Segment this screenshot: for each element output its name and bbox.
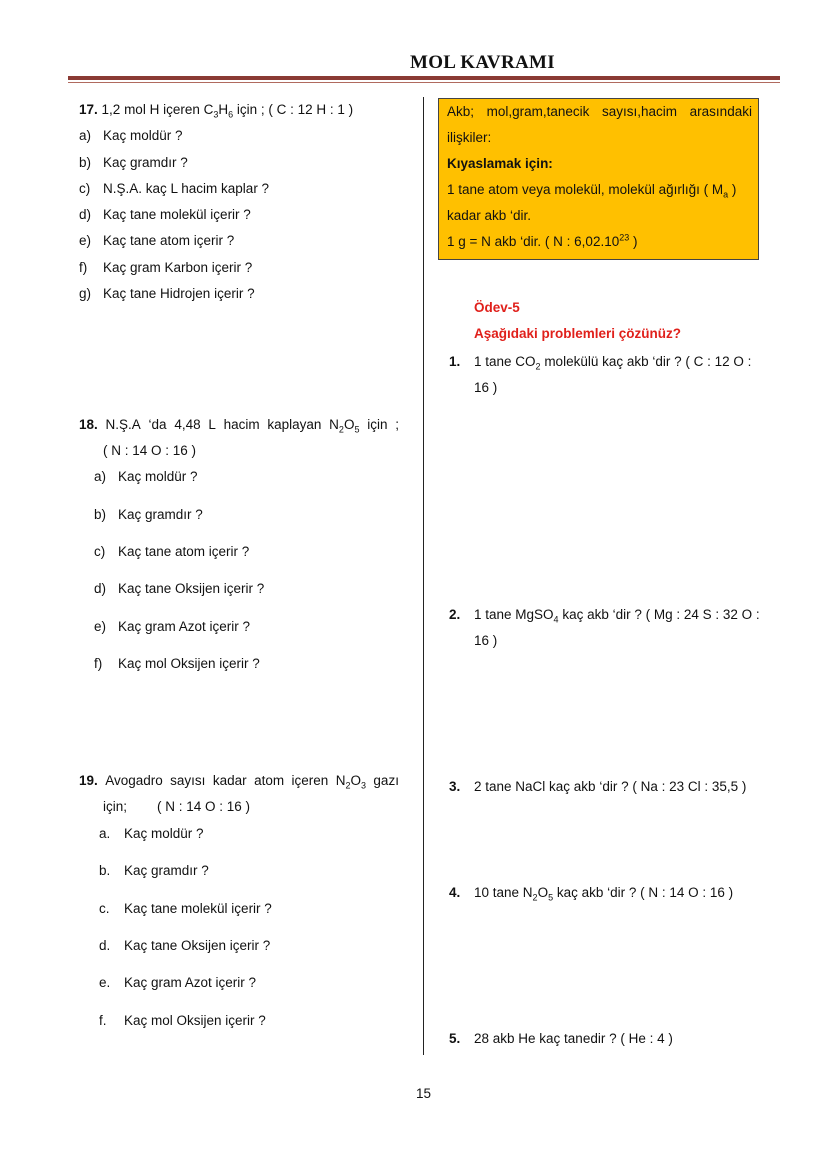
- question-19-item-b: [99, 862, 209, 880]
- info-line-3: Kıyaslamak için:: [447, 156, 553, 171]
- item-text: Kaç moldür ?: [118, 469, 198, 484]
- item-label: d): [79, 207, 92, 222]
- item-text: Kaç tane atom içerir ?: [118, 544, 250, 559]
- question-19-item-f: [99, 1012, 266, 1030]
- question-word: içeren: [291, 773, 329, 788]
- item-text: Kaç mol Oksijen içerir ?: [118, 656, 260, 671]
- item-text: Kaç tane Oksijen içerir ?: [118, 581, 265, 596]
- item-label: f): [79, 260, 88, 275]
- problem-text: 2 tane NaCl kaç akb ‘dir ? ( Na : 23 Cl : 35,5 ): [474, 779, 747, 794]
- item-label: a): [79, 128, 92, 143]
- question-19-item-d: [99, 937, 270, 955]
- question-18-constants: ( N : 14 O : 16 ): [103, 443, 197, 458]
- question-word: sayısı: [170, 773, 206, 788]
- item-text: Kaç tane Oksijen içerir ?: [124, 938, 271, 953]
- item-text: Kaç tane molekül içerir ?: [103, 207, 251, 222]
- info-line-5: kadar akb ‘dir.: [447, 208, 532, 223]
- question-17-item-d: [79, 206, 251, 224]
- question-17-item-a: [79, 127, 183, 145]
- question-number: 19.: [79, 773, 98, 788]
- subscript: 3: [213, 109, 219, 120]
- question-word: ‘da: [148, 417, 167, 432]
- item-label: b): [94, 507, 107, 522]
- info-box: [438, 98, 759, 260]
- question-word: hacim: [223, 417, 260, 432]
- item-text: Kaç mol Oksijen içerir ?: [124, 1013, 266, 1028]
- question-word: 4,48: [174, 417, 201, 432]
- question-word: L: [208, 417, 216, 432]
- info-line-4: 1 tane atom veya molekül, molekül ağırlığı ( $M_a$ ): [447, 182, 737, 200]
- item-text: Kaç gramdır ?: [103, 155, 188, 170]
- question-text: H: [218, 102, 229, 117]
- item-text: Kaç moldür ?: [124, 826, 204, 841]
- item-label: b.: [99, 863, 111, 878]
- item-text: N.Ş.A. kaç L hacim kaplar ?: [103, 181, 270, 196]
- header-rule-thick: [68, 76, 780, 80]
- problem-number: 5.: [449, 1031, 461, 1046]
- problem-text: 28 akb He kaç tanedir ? ( He : 4 ): [474, 1031, 673, 1046]
- item-label: b): [79, 155, 92, 170]
- item-text: Kaç gram Azot içerir ?: [124, 975, 257, 990]
- question-text: 1,2 mol H içeren C: [101, 102, 214, 117]
- item-label: a): [94, 469, 107, 484]
- page-number: 15: [416, 1086, 432, 1101]
- page-title: MOL KAVRAMI: [410, 52, 555, 73]
- problem-text: 1 tane $CO_2$ molekülü kaç akb ‘dir ? ( C : 12 O :: [474, 354, 752, 372]
- question-18-item-b: [94, 506, 203, 524]
- item-text: Kaç tane atom içerir ?: [103, 233, 235, 248]
- question-17-item-f: [79, 259, 252, 277]
- question-19-item-e: [99, 974, 256, 992]
- item-label: c): [79, 181, 91, 196]
- question-text: için;: [103, 799, 128, 814]
- item-label: a.: [99, 826, 111, 841]
- item-text: Kaç gram Karbon içerir ?: [103, 260, 253, 275]
- question-constants: ( N : 14 O : 16 ): [157, 799, 251, 814]
- homework-subtitle: Aşağıdaki problemleri çözünüz?: [474, 326, 682, 341]
- question-19-item-a: [99, 825, 204, 843]
- question-word: için: [367, 417, 388, 432]
- info-line-6: 1 g = N akb ‘dir. ( N : 6,02.10$^{23}$ ): [447, 232, 638, 249]
- info-word: sayısı,hacim: [602, 104, 678, 119]
- item-label: c.: [99, 901, 110, 916]
- problem-text: 1 tane MgSO$_4$ kaç akb ‘dir ? ( Mg : 24 S : 32 O :: [474, 607, 760, 625]
- item-text: Kaç tane molekül içerir ?: [124, 901, 272, 916]
- question-17-item-b: [79, 154, 188, 172]
- question-word: atom: [254, 773, 285, 788]
- item-text: Kaç gramdır ?: [124, 863, 209, 878]
- question-word: ;: [395, 417, 399, 432]
- info-line-2: ilişkiler:: [447, 130, 492, 145]
- info-word: mol,gram,tanecik: [486, 104, 590, 119]
- item-text: Kaç tane Hidrojen içerir ?: [103, 286, 255, 301]
- question-18-item-d: [94, 580, 264, 598]
- question-word: gazı: [373, 773, 399, 788]
- formula: $N_2O_3$: [335, 773, 366, 791]
- info-word: arasındaki: [689, 104, 752, 119]
- formula: $N_2O_5$: [329, 417, 360, 435]
- item-label: f): [94, 656, 103, 671]
- problem-number: 2.: [449, 607, 461, 622]
- item-label: g): [79, 286, 92, 301]
- item-text: Kaç gramdır ?: [118, 507, 203, 522]
- question-number: 17.: [79, 102, 98, 117]
- question-17-item-g: [79, 285, 255, 303]
- question-word: kadar: [212, 773, 247, 788]
- problem-number: 1.: [449, 354, 461, 369]
- question-17-stem: [79, 101, 353, 119]
- question-word: kaplayan: [267, 417, 322, 432]
- question-19-line2: [103, 798, 250, 816]
- problem-number: 3.: [449, 779, 461, 794]
- item-label: e): [94, 619, 107, 634]
- question-18-item-a: [94, 468, 198, 486]
- column-divider: [423, 97, 424, 1055]
- info-word: Akb;: [447, 104, 475, 119]
- question-number: 18.: [79, 417, 98, 432]
- question-18-item-c: [94, 543, 249, 561]
- question-word: N.Ş.A: [105, 417, 141, 432]
- problem-text-line2: 16 ): [474, 380, 498, 395]
- question-text: için ; ( C : 12 H : 1 ): [233, 102, 354, 117]
- header-rule-thin: [68, 82, 780, 83]
- question-17-item-e: [79, 232, 234, 250]
- question-18-item-e: [94, 618, 250, 636]
- question-18-item-f: [94, 655, 260, 673]
- item-label: e.: [99, 975, 111, 990]
- item-text: Kaç gram Azot içerir ?: [118, 619, 251, 634]
- question-17-item-c: [79, 180, 269, 198]
- item-label: c): [94, 544, 106, 559]
- item-label: e): [79, 233, 92, 248]
- homework-title: Ödev-5: [474, 300, 520, 315]
- problem-text: 10 tane $N_2O_5$ kaç akb ‘dir ? ( N : 14 O : 16 ): [474, 885, 734, 903]
- question-word: Avogadro: [105, 773, 163, 788]
- question-19-item-c: [99, 900, 272, 918]
- question-19-stem: [79, 772, 399, 790]
- problem-text-line2: 16 ): [474, 633, 498, 648]
- item-label: d): [94, 581, 107, 596]
- question-18-stem: [79, 416, 399, 434]
- item-label: d.: [99, 938, 111, 953]
- problem-number: 4.: [449, 885, 461, 900]
- item-label: f.: [99, 1013, 107, 1028]
- info-line-1: [447, 103, 752, 121]
- item-text: Kaç moldür ?: [103, 128, 183, 143]
- subscript: 6: [228, 109, 234, 120]
